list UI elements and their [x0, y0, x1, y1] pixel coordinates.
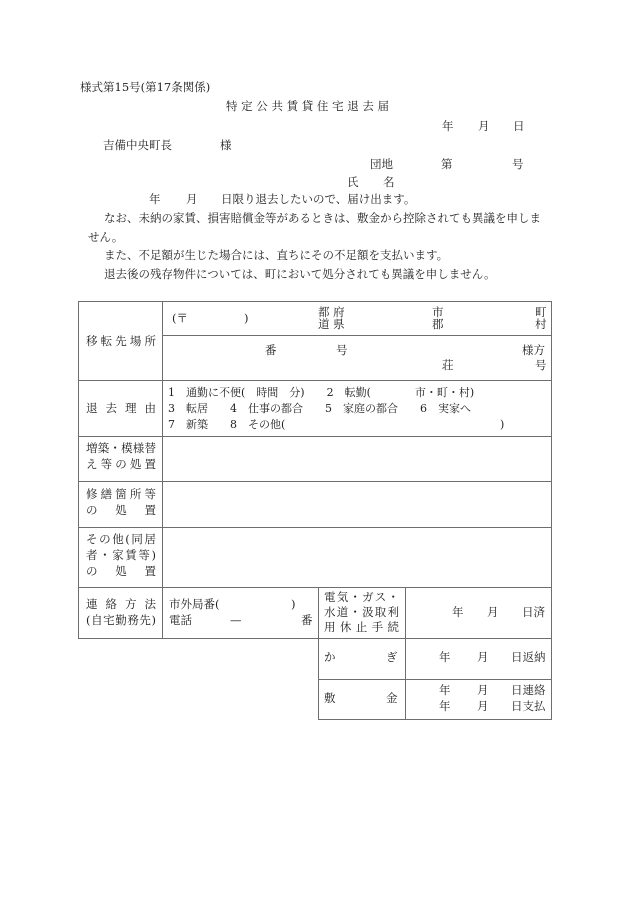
table-line — [78, 638, 552, 639]
gun-label: 郡 — [432, 317, 444, 331]
table-border-left — [78, 301, 79, 639]
area-code-label: 市外局番( — [169, 597, 220, 611]
other-label-line2: 者・家賃等) — [86, 548, 156, 562]
go-label: 号 — [512, 157, 524, 171]
contact-label-line2: (自宅勤務先) — [86, 613, 156, 627]
todofu-label: 都 府 — [318, 305, 345, 319]
other-label-line1: その他(同居 — [86, 532, 156, 546]
table-divider — [405, 587, 406, 720]
addressee: 吉備中央町長 — [103, 138, 172, 152]
utilities-year-label: 年 — [452, 605, 464, 619]
addressee-honorific: 様 — [220, 138, 232, 152]
mura-label: 村 — [535, 317, 547, 331]
contact-label-line1: 連絡方法 — [86, 597, 156, 611]
deposit-label-part1: 敷 — [324, 691, 336, 705]
date-year-label: 年 — [442, 119, 454, 133]
deposit-notice-month: 月 — [477, 683, 489, 697]
key-label-part1: か — [324, 650, 336, 664]
reason-other-close: ) — [500, 418, 505, 431]
table-divider — [318, 587, 319, 720]
deposit-payment-year: 年 — [439, 699, 451, 713]
area-code-close: ) — [291, 597, 296, 611]
extension-input-area[interactable] — [163, 437, 551, 481]
key-year-label: 年 — [439, 650, 451, 664]
unpaid-rent-clause-line2: せん。 — [88, 230, 124, 244]
deposit-notice-day-status: 日連絡 — [511, 683, 546, 697]
deposit-payment-day-status: 日支払 — [511, 699, 546, 713]
form-number: 様式第15号(第17条関係) — [80, 80, 211, 94]
extension-label-line1: 増築・模様替 — [86, 441, 156, 455]
deposit-notice-year: 年 — [439, 683, 451, 697]
key-month-label: 月 — [477, 650, 489, 664]
utilities-label-line1: 電気・ガス・ — [324, 590, 399, 604]
table-line — [78, 380, 552, 381]
ban-label: 番 — [265, 343, 277, 357]
name-label-part1: 氏 — [347, 175, 359, 189]
shi-label: 市 — [432, 305, 444, 319]
postal-code-close: ) — [244, 311, 249, 325]
utilities-label-line2: 水道・汲取利 — [324, 605, 399, 619]
repair-input-area[interactable] — [163, 482, 551, 527]
extension-label-line2: え等の処置 — [86, 457, 156, 471]
repair-label-line2: の 処 置 — [86, 503, 156, 517]
sou-label: 荘 — [442, 358, 454, 372]
machi-label: 町 — [535, 305, 547, 319]
reason-options-line3: 7 新築 8 その他( — [168, 418, 286, 431]
key-day-status: 日返納 — [511, 650, 546, 664]
repair-label-line1: 修繕箇所等 — [86, 487, 156, 501]
table-border-bottom — [318, 719, 552, 720]
table-border-top — [78, 301, 552, 302]
deposit-label-part2: 金 — [386, 691, 398, 705]
samakata-label: 様方 — [522, 343, 545, 357]
name-label-part2: 名 — [383, 175, 395, 189]
table-border-right — [551, 301, 552, 720]
document-title: 特 定 公 共 賃 貸 住 宅 退 去 届 — [226, 99, 390, 113]
go-label: 号 — [336, 343, 348, 357]
table-line — [318, 679, 552, 680]
phone-ban-label: 番 — [301, 613, 313, 627]
reason-options-line2: 3 転居 4 仕事の都合 5 家庭の都合 6 実家へ — [168, 402, 471, 415]
doken-label: 道 県 — [318, 317, 345, 331]
withdrawal-year-label: 年 — [149, 192, 161, 206]
relocation-label: 移転先場所 — [86, 334, 156, 348]
date-day-label: 日 — [513, 119, 525, 133]
shortfall-clause: また、不足額が生じた場合には、直ちにその不足額を支払います。 — [104, 248, 449, 262]
other-input-area[interactable] — [163, 528, 551, 587]
phone-label: 電話 — [169, 613, 192, 627]
date-month-label: 月 — [478, 119, 490, 133]
reason-label: 退去理由 — [86, 401, 156, 415]
table-line-relocation-inner — [162, 335, 552, 336]
utilities-month-label: 月 — [487, 605, 499, 619]
reason-options-line1: 1 通勤に不便( 時間 分) 2 転勤( 市・町・村) — [168, 386, 475, 399]
withdrawal-statement: 日限り退去したいので、届け出ます。 — [221, 192, 416, 206]
dai-label: 第 — [441, 157, 453, 171]
key-label-part2: ぎ — [386, 650, 398, 664]
postal-code-open: (〒 — [172, 311, 188, 325]
unpaid-rent-clause-line1: なお、未納の家賃、損害賠償金等があるときは、敷金から控除されても異議を申しま — [104, 211, 541, 225]
utilities-label-line3: 用休止手続 — [324, 620, 399, 634]
deposit-payment-month: 月 — [477, 699, 489, 713]
utilities-day-status: 日済 — [522, 605, 545, 619]
remaining-property-clause: 退去後の残存物件については、町において処分されても異議を申しません。 — [104, 267, 496, 281]
withdrawal-month-label: 月 — [186, 192, 198, 206]
phone-dash: — — [230, 613, 242, 627]
room-number-label: 号 — [535, 358, 547, 372]
table-line — [78, 587, 552, 588]
danchi-label: 団地 — [370, 157, 393, 171]
other-label-line3: の 処 置 — [86, 564, 156, 578]
